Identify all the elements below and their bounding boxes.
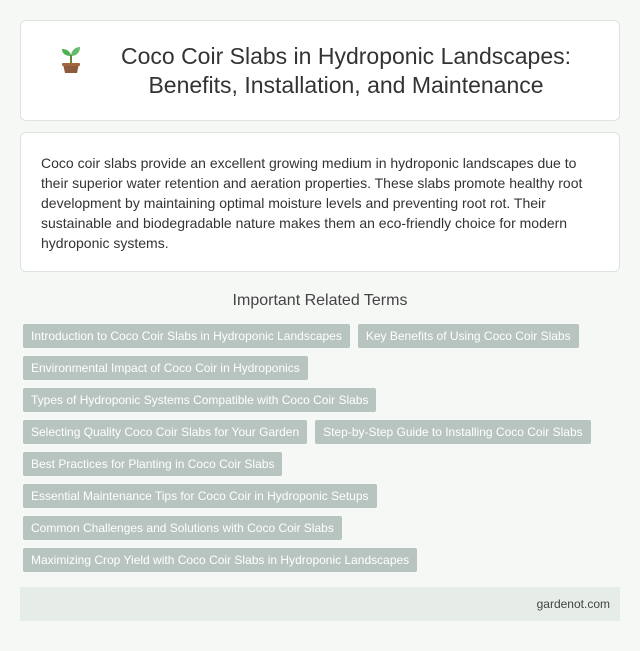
tag-row bbox=[23, 420, 623, 444]
page-title: Coco Coir Slabs in Hydroponic Landscapes: Benefits, Installation, and Maintenance bbox=[120, 42, 572, 98]
related-terms-list bbox=[23, 324, 623, 580]
tag-row bbox=[23, 452, 623, 476]
sprout-icon bbox=[58, 44, 84, 74]
related-term-tag[interactable]: Key Benefits of Using Coco Coir Slabs bbox=[358, 324, 579, 348]
tag-row bbox=[23, 324, 623, 348]
related-term-tag[interactable]: Best Practices for Planting in Coco Coir Slabs bbox=[23, 452, 282, 476]
tag-row bbox=[23, 484, 623, 508]
related-term-tag[interactable]: Selecting Quality Coco Coir Slabs for Your Garden bbox=[23, 420, 307, 444]
footer-site-link[interactable]: gardenot.com bbox=[536, 597, 610, 611]
title-card bbox=[20, 20, 620, 121]
related-term-tag[interactable]: Maximizing Crop Yield with Coco Coir Slabs in Hydroponic Landscapes bbox=[23, 548, 417, 572]
related-term-tag[interactable]: Introduction to Coco Coir Slabs in Hydroponic Landscapes bbox=[23, 324, 350, 348]
related-term-tag[interactable]: Common Challenges and Solutions with Coco Coir Slabs bbox=[23, 516, 342, 540]
related-terms-heading: Important Related Terms bbox=[232, 292, 408, 309]
related-term-tag[interactable]: Step-by-Step Guide to Installing Coco Coir Slabs bbox=[315, 420, 590, 444]
intro-paragraph: Coco coir slabs provide an excellent growing medium in hydroponic landscapes due to their superior water retention and aeration properties. These slabs promote healthy root development by maintaining optimal moisture levels and preventing root rot. Their sustainable and biodegradable nature makes them an eco-friendly choice for modern hydroponic systems. bbox=[41, 155, 583, 251]
tag-row bbox=[23, 516, 623, 540]
title-wrap bbox=[58, 42, 586, 100]
tag-row bbox=[23, 388, 623, 412]
tag-row bbox=[23, 548, 623, 572]
related-term-tag[interactable]: Essential Maintenance Tips for Coco Coir in Hydroponic Setups bbox=[23, 484, 377, 508]
footer bbox=[20, 587, 620, 621]
related-term-tag[interactable]: Environmental Impact of Coco Coir in Hydroponics bbox=[23, 356, 308, 380]
tag-row bbox=[23, 356, 623, 380]
intro-card bbox=[20, 132, 620, 272]
related-term-tag[interactable]: Types of Hydroponic Systems Compatible with Coco Coir Slabs bbox=[23, 388, 376, 412]
